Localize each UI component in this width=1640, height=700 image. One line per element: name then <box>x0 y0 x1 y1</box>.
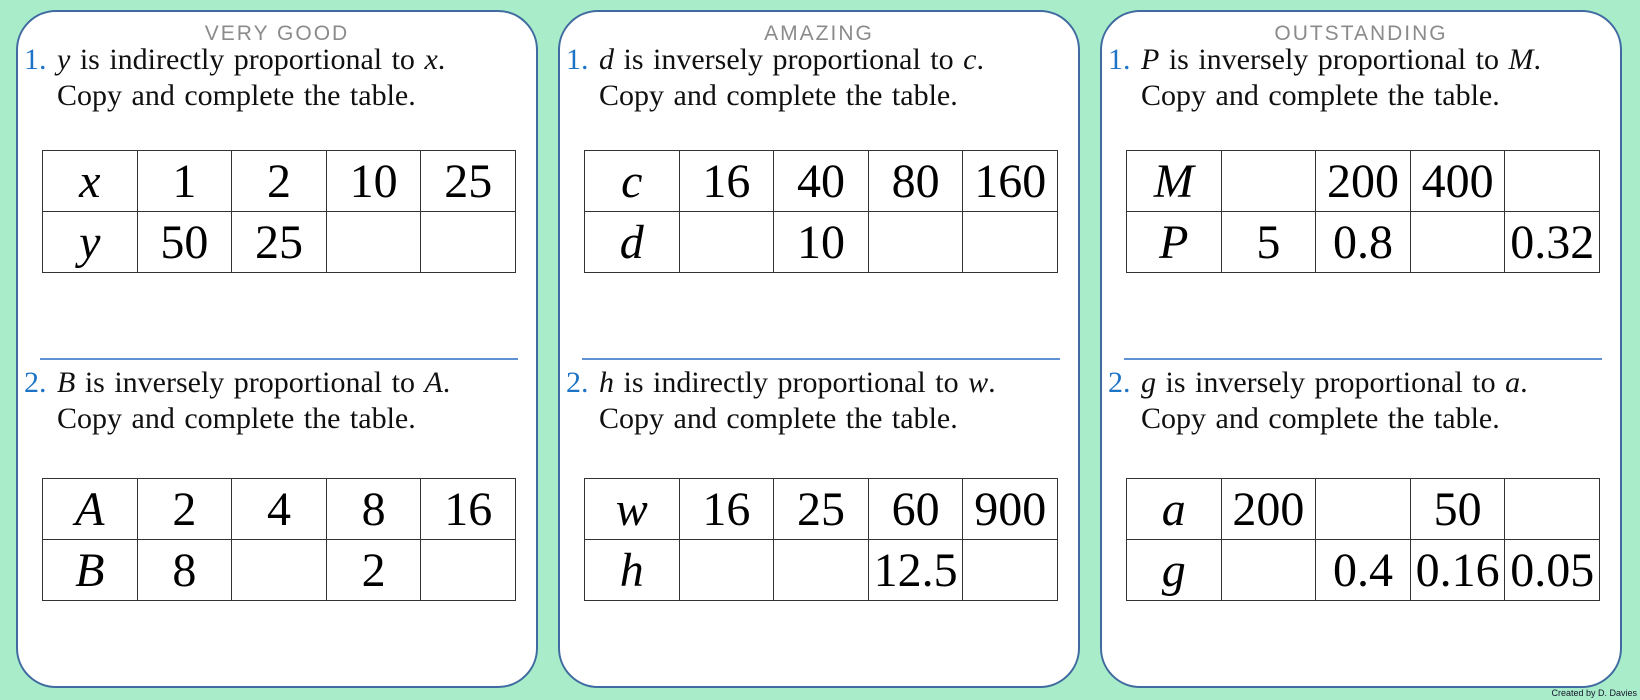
problem-number: 2. <box>24 366 47 399</box>
instruction-line: Copy and complete the table. <box>57 402 416 435</box>
table-row <box>43 212 516 273</box>
table-cell: 10 <box>326 151 421 212</box>
statement-end: . <box>442 366 451 399</box>
variable-symbol: B <box>57 366 76 399</box>
problem-number: 1. <box>24 43 47 76</box>
table-cell: 400 <box>1410 151 1505 212</box>
statement-line <box>57 42 528 78</box>
table-cell: 4 <box>232 479 327 540</box>
card-header: VERY GOOD <box>204 22 350 45</box>
table-cell: 2 <box>137 479 232 540</box>
variable-symbol: y <box>57 43 71 76</box>
proportion-table <box>584 150 1058 273</box>
table-cell: y <box>43 212 138 273</box>
table-cell: 50 <box>1410 479 1505 540</box>
problem-text <box>599 42 1070 114</box>
table-cell: 900 <box>963 479 1058 540</box>
table-row <box>1127 151 1600 212</box>
worksheet-card-amazing <box>558 10 1080 688</box>
table-row <box>585 479 1058 540</box>
table-row <box>43 540 516 601</box>
variable-symbol: w <box>968 366 989 399</box>
problem-divider <box>582 358 1060 360</box>
table-cell: c <box>585 151 680 212</box>
proportion-table <box>1126 150 1600 273</box>
table-cell <box>326 212 421 273</box>
credit-text: Created by D. Davies <box>1551 688 1637 698</box>
worksheet-card-outstanding <box>1100 10 1622 688</box>
table-cell <box>232 540 327 601</box>
table-cell <box>1221 540 1316 601</box>
table-cell: 25 <box>232 212 327 273</box>
problem-1 <box>1108 42 1612 114</box>
statement-line <box>599 365 1070 401</box>
table-cell: a <box>1127 479 1222 540</box>
card-header: OUTSTANDING <box>1274 22 1448 45</box>
proportion-table <box>584 478 1058 601</box>
table-cell: 5 <box>1221 212 1316 273</box>
table-cell <box>1410 212 1505 273</box>
table-cell: 50 <box>137 212 232 273</box>
problem-text <box>599 365 1070 437</box>
table-cell: 8 <box>326 479 421 540</box>
table-cell: M <box>1127 151 1222 212</box>
statement-mid: is inversely proportional to <box>1156 366 1506 399</box>
table-cell: 2 <box>232 151 327 212</box>
statement-end: . <box>988 366 996 399</box>
statement-end: . <box>1533 43 1541 76</box>
table-cell <box>421 540 516 601</box>
table-cell: 2 <box>326 540 421 601</box>
table-cell <box>963 212 1058 273</box>
table-cell: h <box>585 540 680 601</box>
instruction-line: Copy and complete the table. <box>599 402 958 435</box>
variable-symbol: h <box>599 366 614 399</box>
variable-symbol: A <box>424 366 443 399</box>
proportion-table <box>42 478 516 601</box>
table-cell: d <box>585 212 680 273</box>
table-cell: 25 <box>421 151 516 212</box>
table-cell <box>1316 479 1411 540</box>
table-cell <box>868 212 963 273</box>
variable-symbol: d <box>599 43 614 76</box>
table-cell: w <box>585 479 680 540</box>
variable-symbol: c <box>963 43 977 76</box>
problem-divider <box>40 358 518 360</box>
table-cell <box>679 212 774 273</box>
table-cell <box>1221 151 1316 212</box>
table-cell <box>774 540 869 601</box>
proportion-table <box>42 150 516 273</box>
table-cell: 160 <box>963 151 1058 212</box>
variable-symbol: a <box>1505 366 1521 399</box>
table-cell: 16 <box>421 479 516 540</box>
problem-2 <box>24 365 528 437</box>
table-row <box>1127 212 1600 273</box>
problem-text <box>1141 365 1612 437</box>
statement-mid: is inversely proportional to <box>75 366 425 399</box>
table-cell: 25 <box>774 479 869 540</box>
card-header: AMAZING <box>764 22 874 45</box>
table-cell <box>1505 479 1600 540</box>
instruction-line: Copy and complete the table. <box>1141 402 1500 435</box>
problem-1 <box>24 42 528 114</box>
table-cell: 60 <box>868 479 963 540</box>
statement-mid: is indirectly proportional to <box>614 366 969 399</box>
table-row <box>1127 540 1600 601</box>
problem-number: 2. <box>1108 366 1131 399</box>
statement-mid: is inversely proportional to <box>1159 43 1509 76</box>
statement-line <box>1141 42 1612 78</box>
variable-symbol: x <box>424 43 438 76</box>
table-cell: g <box>1127 540 1222 601</box>
table-cell: A <box>43 479 138 540</box>
table-cell: 200 <box>1221 479 1316 540</box>
table-cell: 0.8 <box>1316 212 1411 273</box>
statement-line <box>1141 365 1612 401</box>
instruction-line: Copy and complete the table. <box>599 79 958 112</box>
table-cell: 16 <box>679 151 774 212</box>
statement-line <box>57 365 528 401</box>
worksheet-card-very-good <box>16 10 538 688</box>
table-row <box>585 151 1058 212</box>
statement-mid: is indirectly proportional to <box>70 43 425 76</box>
table-cell: x <box>43 151 138 212</box>
table-cell: 0.05 <box>1505 540 1600 601</box>
instruction-line: Copy and complete the table. <box>1141 79 1500 112</box>
table-cell: 200 <box>1316 151 1411 212</box>
table-cell: P <box>1127 212 1222 273</box>
table-cell: 12.5 <box>868 540 963 601</box>
table-row <box>585 540 1058 601</box>
table-cell: 0.4 <box>1316 540 1411 601</box>
problem-text <box>1141 42 1612 114</box>
table-cell: 0.16 <box>1410 540 1505 601</box>
variable-symbol: M <box>1508 43 1534 76</box>
table-cell: B <box>43 540 138 601</box>
table-cell: 40 <box>774 151 869 212</box>
problem-number: 1. <box>1108 43 1131 76</box>
problem-2 <box>1108 365 1612 437</box>
table-cell: 16 <box>679 479 774 540</box>
statement-end: . <box>437 43 446 76</box>
table-row <box>1127 479 1600 540</box>
table-cell <box>421 212 516 273</box>
table-cell: 80 <box>868 151 963 212</box>
table-cell: 0.32 <box>1505 212 1600 273</box>
variable-symbol: g <box>1141 366 1156 399</box>
table-cell <box>1505 151 1600 212</box>
statement-mid: is inversely proportional to <box>614 43 964 76</box>
table-cell: 10 <box>774 212 869 273</box>
problem-1 <box>566 42 1070 114</box>
statement-end: . <box>1520 366 1528 399</box>
statement-end: . <box>976 43 984 76</box>
problem-divider <box>1124 358 1602 360</box>
problem-number: 1. <box>566 43 589 76</box>
statement-line <box>599 42 1070 78</box>
problem-number: 2. <box>566 366 589 399</box>
variable-symbol: P <box>1141 43 1160 76</box>
table-cell <box>679 540 774 601</box>
problem-text <box>57 365 528 437</box>
table-row <box>585 212 1058 273</box>
problem-2 <box>566 365 1070 437</box>
instruction-line: Copy and complete the table. <box>57 79 416 112</box>
table-row <box>43 479 516 540</box>
table-row <box>43 151 516 212</box>
table-cell <box>963 540 1058 601</box>
table-cell: 8 <box>137 540 232 601</box>
table-cell: 1 <box>137 151 232 212</box>
problem-text <box>57 42 528 114</box>
proportion-table <box>1126 478 1600 601</box>
